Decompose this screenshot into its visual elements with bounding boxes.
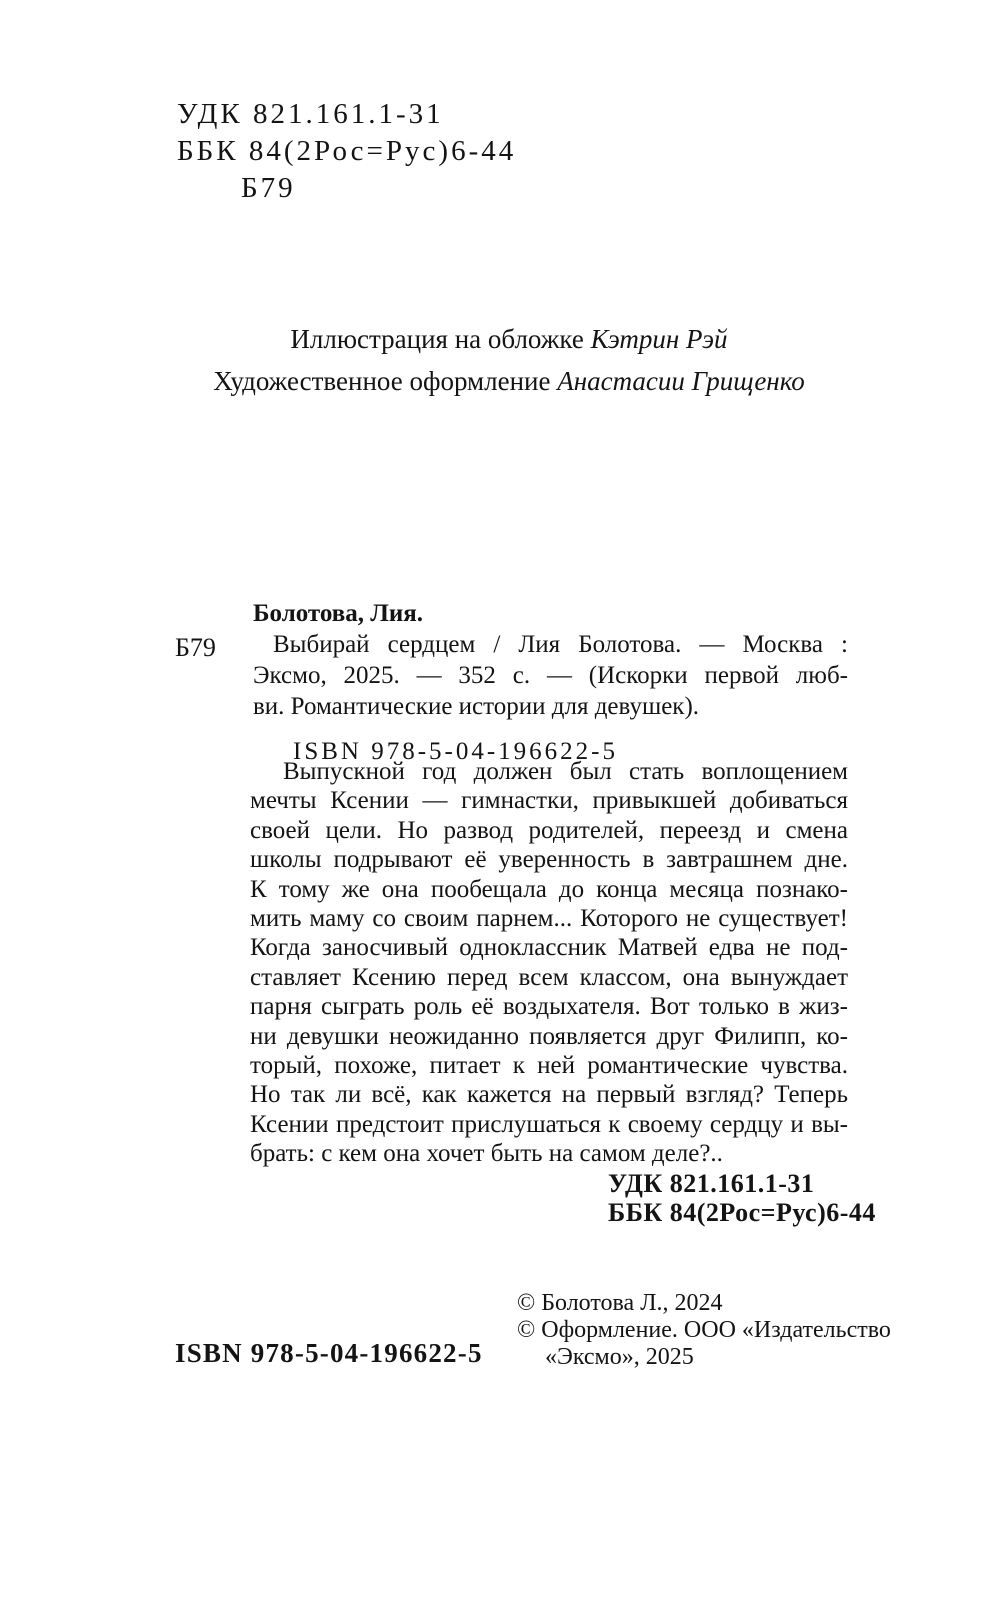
classification-top-block xyxy=(177,96,516,207)
annotation-line: школы подрывают её уверенность в завтрашнем дне. xyxy=(250,846,848,874)
isbn-bottom: ISBN 978-5-04-196622-5 xyxy=(175,1338,483,1368)
annotation-line: торый, похоже, питает к ней романтические чувства. xyxy=(250,1052,848,1080)
illustrator-name: Кэтрин Рэй xyxy=(590,324,728,354)
annotation-line: мечты Ксении — гимнастки, привыкшей добиваться xyxy=(250,787,848,815)
annotation-line: парня сыграть роль её воздыхателя. Вот только в жиз- xyxy=(250,993,848,1021)
copyright-block xyxy=(517,1290,891,1371)
copyright-publisher-line-1: © Оформление. ООО «Издательство xyxy=(517,1317,891,1343)
annotation-line: К тому же она пообещала до конца месяца познако- xyxy=(250,875,848,903)
annotation-line: ставляет Ксению перед всем классом, она вынуждает xyxy=(250,963,848,991)
bbk-bottom-line: ББК 84(2Рос=Рус)6-44 xyxy=(608,1197,876,1227)
catalog-line: Эксмо, 2025. — 352 с. — (Искорки первой люб- xyxy=(253,662,848,689)
catalog-author-sign: Б79 xyxy=(175,633,216,662)
credits-block xyxy=(170,318,848,402)
designer-name: Анастасии Грищенко xyxy=(557,366,805,396)
design-credit-label: Художественное оформление xyxy=(213,366,558,396)
annotation-line: ни девушки неожиданно появляется друг Филипп, ко- xyxy=(250,1022,848,1050)
bbk-top-line: ББК 84(2Рос=Рус)6-44 xyxy=(177,135,517,167)
illustration-credit-label: Иллюстрация на обложке xyxy=(290,324,591,354)
catalog-line: ви. Романтические истории для девушек). xyxy=(253,693,700,720)
copyright-author-line: © Болотова Л., 2024 xyxy=(517,1290,723,1316)
copyright-publisher-line-2: «Эксмо», 2025 xyxy=(545,1344,694,1370)
annotation-line: Выпускной год должен был стать воплощением xyxy=(283,758,848,785)
udk-top-line: УДК 821.161.1-31 xyxy=(177,98,444,130)
classification-bottom-block xyxy=(608,1170,876,1227)
catalog-card xyxy=(253,598,848,767)
design-credit xyxy=(170,360,848,402)
annotation-line: Но так ли всё, как кажется на первый взгляд? Теперь xyxy=(250,1081,848,1109)
annotation-block xyxy=(250,757,848,1169)
annotation-last-line: брать: с кем она хочет быть на самом деле?.. xyxy=(250,1140,723,1168)
annotation-line: мить маму со своим парнем... Которого не существует! xyxy=(250,905,848,933)
udk-bottom-line: УДК 821.161.1-31 xyxy=(608,1169,815,1198)
author-sign-top: Б79 xyxy=(241,172,296,204)
catalog-isbn: ISBN 978-5-04-196622-5 xyxy=(293,738,619,765)
annotation-line: Ксении предстоит прислушаться к своему сердцу и вы- xyxy=(250,1110,848,1138)
annotation-line: своей цели. Но развод родителей, переезд и смена xyxy=(250,816,848,844)
catalog-author-heading: Болотова, Лия. xyxy=(253,600,424,627)
cover-illustration-credit xyxy=(170,318,848,360)
catalog-line: Выбирай сердцем / Лия Болотова. — Москва : xyxy=(273,631,848,658)
annotation-line: Когда заносчивый одноклассник Матвей едва не под- xyxy=(250,934,848,962)
